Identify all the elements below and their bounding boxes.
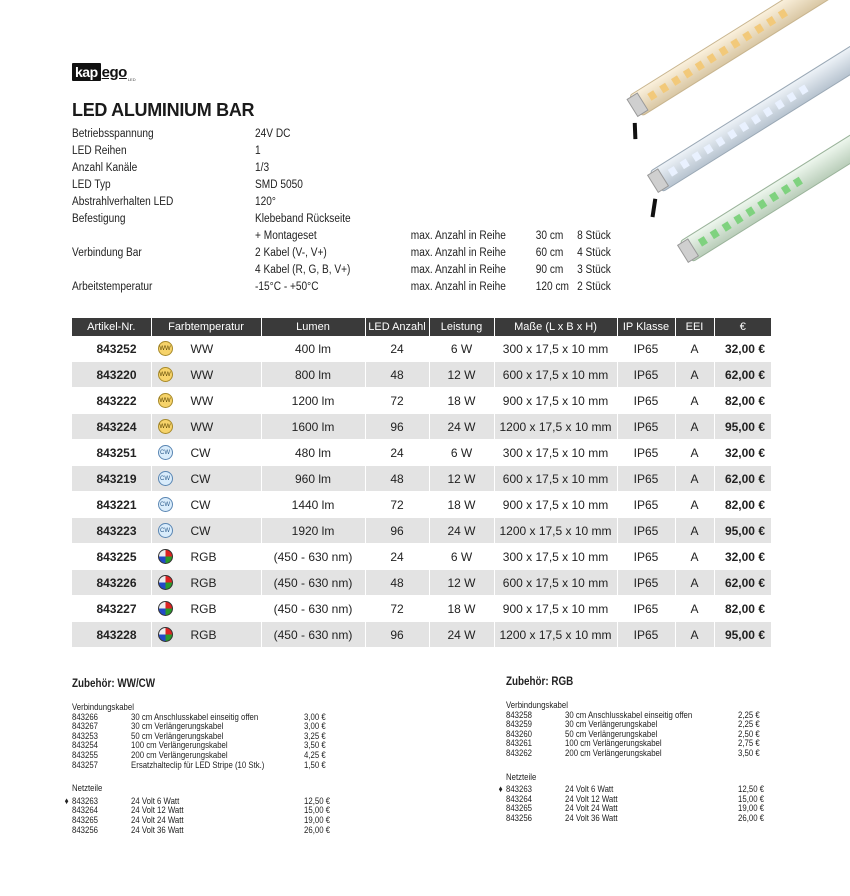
color-temperature-label: WW [190,393,214,408]
dimensions: 900 x 17,5 x 10 mm [494,492,617,518]
color-temperature-cell [151,336,261,362]
color-temperature-label: RGB [190,549,217,564]
accessory-desc: 24 Volt 36 Watt [565,812,618,824]
accessories-section-title [506,700,573,710]
accessory-row [72,814,331,826]
color-temperature-cell [151,440,261,466]
article-number: 843225 [72,544,151,570]
energy-class: A [675,466,714,492]
table-row [72,440,771,466]
dimensions: 1200 x 17,5 x 10 mm [494,622,617,648]
accessory-row [72,749,326,761]
table-row [72,466,771,492]
article-number: 843251 [72,440,151,466]
ip-class: IP65 [617,622,675,648]
color-temperature-cell [151,518,261,544]
spec-label: LED Typ [72,179,111,191]
energy-class: A [675,544,714,570]
brand-logo-box: kap [72,63,101,81]
ip-class: IP65 [617,388,675,414]
article-number: 843222 [72,388,151,414]
spec-value: 1/3 [255,162,270,174]
column-header: Farbtemperatur [151,318,261,336]
diamond-bullet-icon: ♦ [498,784,503,796]
section-title-text: Netzteile [72,783,103,795]
led-count: 96 [365,414,429,440]
article-number: 843223 [72,518,151,544]
led-count: 72 [365,388,429,414]
color-temperature-label: CW [190,497,211,512]
accessory-desc: 24 Volt 6 Watt [565,784,614,796]
spec-label: LED Reihen [72,145,127,157]
table-row [72,388,771,414]
led-count: 96 [365,518,429,544]
accessory-desc: 30 cm Anschlusskabel einseitig offen [131,711,259,723]
product-title: LED ALUMINIUM BAR [72,100,255,120]
led-count: 72 [365,492,429,518]
accessory-price: 3,50 € [738,747,760,759]
section-title-text: Verbindungskabel [506,700,568,711]
dimensions: 1200 x 17,5 x 10 mm [494,518,617,544]
column-header: LED Anzahl [365,318,429,336]
lumen-value: (450 - 630 nm) [261,570,365,596]
spec-col3: max. Anzahl in Reihe [410,247,506,259]
spec-col4: 120 cm [535,281,569,293]
color-temperature-label: RGB [190,627,217,642]
accessory-nr: 843264 [72,805,98,817]
accessories-section-title [506,772,573,782]
spec-value: 4 Kabel (R, G, B, V+) [255,264,351,276]
price: 62,00 € [714,466,771,492]
accessory-price: 12,50 € [738,784,765,796]
energy-class: A [675,388,714,414]
column-header: Maße (L x B x H) [494,318,617,336]
section-title-text: Verbindungskabel [72,702,134,713]
rgb-light-icon [158,575,173,590]
accessory-row [498,784,765,796]
spec-value: Klebeband Rückseite [255,213,351,225]
spec-col4: 60 cm [535,247,564,259]
article-number: 843224 [72,414,151,440]
spec-value: 1 [255,145,261,157]
accessory-nr: 843257 [72,759,98,771]
power-value: 18 W [429,596,494,622]
dimensions: 1200 x 17,5 x 10 mm [494,414,617,440]
accessory-desc: 24 Volt 12 Watt [565,793,618,805]
spec-label: Arbeitstemperatur [72,281,153,293]
accessory-desc: 30 cm Verlängerungskabel [131,721,224,733]
accessory-price: 3,00 € [304,711,326,723]
price: 82,00 € [714,492,771,518]
spec-col4: 90 cm [535,264,564,276]
ip-class: IP65 [617,544,675,570]
power-value: 6 W [429,336,494,362]
accessory-price: 26,00 € [304,824,331,836]
accessory-row [72,730,326,742]
color-temperature-label: RGB [190,601,217,616]
lumen-value: (450 - 630 nm) [261,596,365,622]
brand-logo-sub: LED [127,77,136,82]
accessory-price: 15,00 € [738,793,765,805]
color-temperature-label: CW [190,523,211,538]
color-temperature-label: CW [190,471,211,486]
energy-class: A [675,362,714,388]
lumen-value: 1200 lm [261,388,365,414]
column-header: € [714,318,771,336]
led-count: 24 [365,440,429,466]
price: 32,00 € [714,544,771,570]
accessories-ww-cw [64,676,331,836]
energy-class: A [675,518,714,544]
ww-light-icon: WW [158,419,173,434]
ip-class: IP65 [617,414,675,440]
lumen-value: 400 lm [261,336,365,362]
accessory-desc: 50 cm Verlängerungskabel [565,728,658,740]
color-temperature-cell [151,544,261,570]
price: 32,00 € [714,336,771,362]
accessory-nr: 843262 [506,747,532,759]
spec-label: Befestigung [72,213,126,225]
brand-logo [72,62,136,82]
spec-label: Abstrahlverhalten LED [72,196,174,208]
energy-class: A [675,570,714,596]
spec-label: Verbindung Bar [72,247,142,259]
accessory-row [506,803,765,815]
accessory-nr: 843264 [506,793,532,805]
accessory-nr: 843261 [506,738,532,750]
color-temperature-cell [151,414,261,440]
ww-light-icon: WW [158,341,173,356]
ww-light-icon: WW [158,367,173,382]
power-value: 6 W [429,544,494,570]
power-value: 18 W [429,492,494,518]
spec-value: SMD 5050 [255,179,303,191]
accessory-nr: 843255 [72,749,98,761]
accessory-price: 3,00 € [304,721,326,733]
product-table [72,318,771,648]
accessories-section-title [72,702,155,712]
cw-light-icon: CW [158,445,173,460]
color-temperature-cell [151,466,261,492]
accessory-nr: 843263 [506,784,532,796]
power-value: 12 W [429,362,494,388]
spec-col5: 8 Stück [577,230,611,242]
spec-col4: 30 cm [535,230,564,242]
accessory-price: 19,00 € [304,814,331,826]
ip-class: IP65 [617,440,675,466]
accessory-nr: 843260 [506,728,532,740]
ip-class: IP65 [617,466,675,492]
price: 82,00 € [714,388,771,414]
accessory-price: 2,75 € [738,738,760,750]
accessory-row [72,721,326,733]
article-number: 843227 [72,596,151,622]
spec-col3: max. Anzahl in Reihe [410,264,506,276]
accessory-price: 15,00 € [304,805,331,817]
ip-class: IP65 [617,570,675,596]
article-number: 843221 [72,492,151,518]
price: 95,00 € [714,518,771,544]
power-value: 6 W [429,440,494,466]
accessory-desc: 200 cm Verlängerungskabel [565,747,662,759]
power-value: 12 W [429,466,494,492]
accessories-title: Zubehör: WW/CW [72,676,156,690]
rgb-light-icon [158,627,173,642]
spec-col3: max. Anzahl in Reihe [410,281,506,293]
lumen-value: (450 - 630 nm) [261,622,365,648]
accessory-price: 1,50 € [304,759,326,771]
color-temperature-label: CW [190,445,211,460]
column-header: Leistung [429,318,494,336]
energy-class: A [675,336,714,362]
price: 82,00 € [714,596,771,622]
accessory-price: 2,50 € [738,728,760,740]
spec-col5: 4 Stück [577,247,611,259]
accessory-desc: 200 cm Verlängerungskabel [131,749,228,761]
ip-class: IP65 [617,336,675,362]
accessory-row [72,759,326,771]
rgb-light-icon [158,601,173,616]
accessory-row [64,795,331,807]
table-row [72,622,771,648]
color-temperature-label: RGB [190,575,217,590]
energy-class: A [675,414,714,440]
dimensions: 600 x 17,5 x 10 mm [494,570,617,596]
cool-white-bar [631,39,850,217]
ip-class: IP65 [617,362,675,388]
color-temperature-cell [151,570,261,596]
spec-col5: 3 Stück [577,264,611,276]
lumen-value: (450 - 630 nm) [261,544,365,570]
accessory-row [506,709,760,721]
cw-light-icon: CW [158,471,173,486]
ip-class: IP65 [617,518,675,544]
dimensions: 300 x 17,5 x 10 mm [494,544,617,570]
power-value: 12 W [429,570,494,596]
accessory-price: 4,25 € [304,749,326,761]
power-value: 24 W [429,414,494,440]
article-number: 843228 [72,622,151,648]
lumen-value: 1920 lm [261,518,365,544]
brand-logo-text: ego [101,63,127,81]
accessory-desc: 30 cm Anschlusskabel einseitig offen [565,709,693,721]
spec-value: 2 Kabel (V-, V+) [255,247,327,259]
column-header: IP Klasse [617,318,675,336]
accessory-row [506,738,760,750]
table-header-row [72,318,771,336]
accessory-price: 26,00 € [738,812,765,824]
price: 62,00 € [714,362,771,388]
table-row [72,336,771,362]
article-number: 843226 [72,570,151,596]
accessory-nr: 843265 [72,814,98,826]
article-number: 843219 [72,466,151,492]
section-title-text: Netzteile [506,771,537,783]
spec-col5: 2 Stück [577,281,611,293]
led-count: 48 [365,466,429,492]
energy-class: A [675,492,714,518]
power-value: 18 W [429,388,494,414]
accessory-row [72,740,326,752]
spec-value: 24V DC [255,128,291,140]
cw-light-icon: CW [158,497,173,512]
accessory-nr: 843266 [72,711,98,723]
color-temperature-label: WW [190,367,214,382]
energy-class: A [675,596,714,622]
table-row [72,414,771,440]
price: 95,00 € [714,414,771,440]
accessory-price: 3,50 € [304,740,326,752]
table-row [72,518,771,544]
led-count: 48 [365,570,429,596]
column-header: Artikel-Nr. [72,318,151,336]
accessory-nr: 843265 [506,803,532,815]
energy-class: A [675,440,714,466]
lumen-value: 960 lm [261,466,365,492]
lumen-value: 1440 lm [261,492,365,518]
led-count: 24 [365,544,429,570]
accessory-price: 19,00 € [738,803,765,815]
led-count: 24 [365,336,429,362]
accessories-rgb [498,674,765,824]
color-temperature-label: WW [190,341,214,356]
price: 62,00 € [714,570,771,596]
energy-class: A [675,622,714,648]
led-count: 96 [365,622,429,648]
spec-value: 120° [255,196,276,208]
accessory-desc: 100 cm Verlängerungskabel [565,738,662,750]
accessory-desc: 30 cm Verlängerungskabel [565,719,658,731]
dimensions: 600 x 17,5 x 10 mm [494,466,617,492]
spec-label: Anzahl Kanäle [72,162,138,174]
color-temperature-cell [151,362,261,388]
column-header: Lumen [261,318,365,336]
accessory-desc: 100 cm Verlängerungskabel [131,740,228,752]
accessory-row [72,824,331,836]
accessory-nr: 843267 [72,721,98,733]
spec-value: -15°C - +50°C [255,281,319,293]
color-temperature-cell [151,492,261,518]
ww-light-icon: WW [158,393,173,408]
dimensions: 300 x 17,5 x 10 mm [494,336,617,362]
accessory-row [72,805,331,817]
accessory-nr: 843258 [506,709,532,721]
accessory-price: 2,25 € [738,709,760,721]
table-row [72,570,771,596]
accessory-desc: 24 Volt 12 Watt [131,805,184,817]
lumen-value: 480 lm [261,440,365,466]
accessory-desc: 50 cm Verlängerungskabel [131,730,224,742]
dimensions: 300 x 17,5 x 10 mm [494,440,617,466]
color-temperature-cell [151,596,261,622]
accessory-price: 12,50 € [304,795,331,807]
table-row [72,544,771,570]
price: 32,00 € [714,440,771,466]
accessories-title: Zubehör: RGB [506,674,574,688]
color-temperature-cell [151,622,261,648]
accessory-price: 3,25 € [304,730,326,742]
power-value: 24 W [429,622,494,648]
accessory-row [506,812,765,824]
spec-col3: max. Anzahl in Reihe [410,230,506,242]
color-temperature-cell [151,388,261,414]
diamond-bullet-icon: ♦ [64,795,69,807]
lumen-value: 800 lm [261,362,365,388]
accessories-section-title [72,783,155,793]
dimensions: 600 x 17,5 x 10 mm [494,362,617,388]
accessory-row [506,728,760,740]
table-row [72,362,771,388]
accessory-row [506,719,760,731]
article-number: 843220 [72,362,151,388]
rgb-light-icon [158,549,173,564]
ip-class: IP65 [617,492,675,518]
spec-label: Betriebsspannung [72,128,154,140]
dimensions: 900 x 17,5 x 10 mm [494,388,617,414]
price: 95,00 € [714,622,771,648]
accessory-price: 2,25 € [738,719,760,731]
accessory-desc: Ersatzhalteclip für LED Stripe (10 Stk.) [131,759,265,771]
led-count: 48 [365,362,429,388]
power-value: 24 W [429,518,494,544]
accessory-nr: 843253 [72,730,98,742]
table-row [72,492,771,518]
led-count: 72 [365,596,429,622]
accessory-nr: 843259 [506,719,532,731]
accessory-nr: 843254 [72,740,98,752]
accessory-desc: 24 Volt 24 Watt [565,803,618,815]
led-bars-image [615,0,850,265]
lumen-value: 1600 lm [261,414,365,440]
accessory-nr: 843263 [72,795,98,807]
table-row [72,596,771,622]
accessory-desc: 24 Volt 36 Watt [131,824,184,836]
accessory-nr: 843256 [506,812,532,824]
accessory-nr: 843256 [72,824,98,836]
accessory-row [506,793,765,805]
accessory-desc: 24 Volt 24 Watt [131,814,184,826]
article-number: 843252 [72,336,151,362]
cw-light-icon: CW [158,523,173,538]
accessory-desc: 24 Volt 6 Watt [131,795,180,807]
ip-class: IP65 [617,596,675,622]
column-header: EEI [675,318,714,336]
dimensions: 900 x 17,5 x 10 mm [494,596,617,622]
accessory-row [506,747,760,759]
color-temperature-label: WW [190,419,214,434]
accessory-row [72,711,326,723]
spec-value: + Montageset [255,230,317,242]
